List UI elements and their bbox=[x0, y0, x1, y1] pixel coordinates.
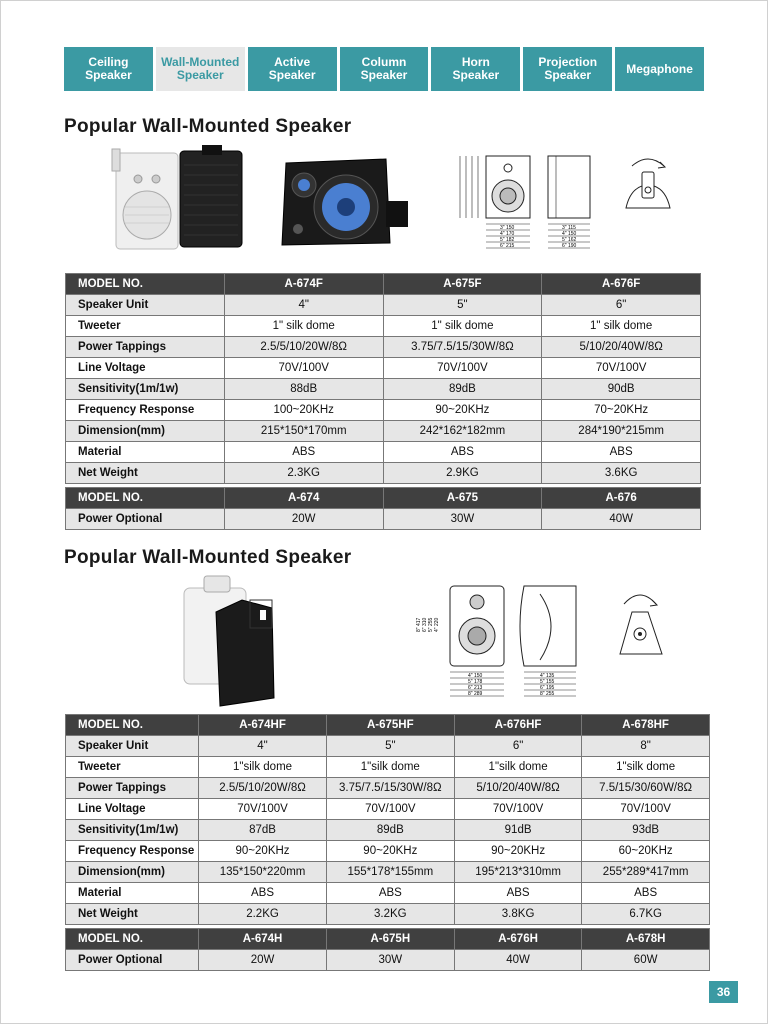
dim-label: 8" 255 bbox=[540, 691, 555, 697]
table-cell: A-676 bbox=[542, 488, 701, 509]
row-label: Power Tappings bbox=[66, 778, 199, 799]
table-cell: A-675H bbox=[326, 929, 454, 950]
table-cell: 70V/100V bbox=[582, 799, 710, 820]
row-label: Sensitivity(1m/1w) bbox=[66, 820, 199, 841]
dim-label: 5" 178 bbox=[468, 679, 483, 685]
table-cell: A-676F bbox=[542, 274, 701, 295]
table-cell: A-678HF bbox=[582, 715, 710, 736]
table-header-row bbox=[66, 715, 710, 736]
dimension-drawing-1 bbox=[452, 152, 597, 257]
table-cell: ABS bbox=[383, 442, 542, 463]
table-cell: ABS bbox=[199, 883, 326, 904]
table-cell: 90~20KHz bbox=[199, 841, 326, 862]
table-row bbox=[66, 820, 710, 841]
row-label: MODEL NO. bbox=[66, 929, 199, 950]
table-header-row bbox=[66, 929, 710, 950]
table-cell: 93dB bbox=[582, 820, 710, 841]
section-title: Popular Wall-Mounted Speaker bbox=[64, 116, 352, 137]
table-cell: 4" bbox=[199, 736, 326, 757]
table-cell: A-674F bbox=[224, 274, 383, 295]
table-cell: A-674 bbox=[224, 488, 383, 509]
table-cell: A-676HF bbox=[454, 715, 581, 736]
table-cell: 1" silk dome bbox=[383, 316, 542, 337]
row-label: Dimension(mm) bbox=[66, 421, 225, 442]
dim-label: 5" 255 bbox=[428, 617, 434, 632]
table-cell: 70V/100V bbox=[542, 358, 701, 379]
tab-projection-speaker[interactable]: Projection Speaker bbox=[523, 47, 612, 91]
table-cell: 70V/100V bbox=[454, 799, 581, 820]
table-cell: 40W bbox=[454, 950, 581, 971]
table-header-row bbox=[66, 488, 701, 509]
tab-active-speaker[interactable]: Active Speaker bbox=[248, 47, 337, 91]
table-cell: 30W bbox=[326, 950, 454, 971]
dim-label: 4" 220 bbox=[434, 617, 440, 632]
table-cell: 7.5/15/30/60W/8Ω bbox=[582, 778, 710, 799]
table-cell: ABS bbox=[542, 442, 701, 463]
table-cell: 1"silk dome bbox=[454, 757, 581, 778]
row-label: Net Weight bbox=[66, 904, 199, 925]
table-cell: 155*178*155mm bbox=[326, 862, 454, 883]
table-cell: 3.75/7.5/15/30W/8Ω bbox=[326, 778, 454, 799]
table-cell: 3.6KG bbox=[542, 463, 701, 484]
table-cell: 255*289*417mm bbox=[582, 862, 710, 883]
table-cell: 90dB bbox=[542, 379, 701, 400]
table-cell: 60~20KHz bbox=[582, 841, 710, 862]
table-cell: A-675F bbox=[383, 274, 542, 295]
table-cell: 2.5/5/10/20W/8Ω bbox=[224, 337, 383, 358]
table-cell: 20W bbox=[224, 509, 383, 530]
row-label: Power Tappings bbox=[66, 337, 225, 358]
table-cell: A-675 bbox=[383, 488, 542, 509]
row-label: Frequency Response bbox=[66, 400, 225, 421]
product-photo-a674f bbox=[110, 145, 255, 255]
table-cell: 6" bbox=[454, 736, 581, 757]
tab-megaphone[interactable]: Megaphone bbox=[615, 47, 704, 91]
tab-horn-speaker[interactable]: Horn Speaker bbox=[431, 47, 520, 91]
table-cell: 215*150*170mm bbox=[224, 421, 383, 442]
table-cell: 89dB bbox=[326, 820, 454, 841]
row-label: Power Optional bbox=[66, 950, 199, 971]
row-label: Sensitivity(1m/1w) bbox=[66, 379, 225, 400]
table-cell: ABS bbox=[582, 883, 710, 904]
row-label: MODEL NO. bbox=[66, 488, 225, 509]
table-cell: 88dB bbox=[224, 379, 383, 400]
table-cell: 2.5/5/10/20W/8Ω bbox=[199, 778, 326, 799]
dim-label: 6" 195 bbox=[540, 685, 555, 691]
table-row bbox=[66, 950, 710, 971]
row-label: MODEL NO. bbox=[66, 274, 225, 295]
bracket-rotation-drawing-1 bbox=[618, 150, 678, 220]
table-cell: 70V/100V bbox=[326, 799, 454, 820]
table-row bbox=[66, 400, 701, 421]
table-cell: 40W bbox=[542, 509, 701, 530]
table-row bbox=[66, 736, 710, 757]
table-cell: 135*150*220mm bbox=[199, 862, 326, 883]
dim-label: 6" 190 bbox=[562, 243, 577, 249]
table-cell: 89dB bbox=[383, 379, 542, 400]
dim-label: 5" 155 bbox=[540, 679, 555, 685]
table-cell: 2.2KG bbox=[199, 904, 326, 925]
table-row bbox=[66, 463, 701, 484]
table-row bbox=[66, 862, 710, 883]
category-tabs bbox=[64, 47, 704, 91]
section-title: Popular Wall-Mounted Speaker bbox=[64, 547, 352, 568]
table-row bbox=[66, 358, 701, 379]
table-cell: 2.3KG bbox=[224, 463, 383, 484]
table-cell: 90~20KHz bbox=[383, 400, 542, 421]
table-cell: 5/10/20/40W/8Ω bbox=[454, 778, 581, 799]
dim-label: 4" 135 bbox=[540, 673, 555, 679]
bracket-rotation-drawing-2 bbox=[612, 582, 672, 662]
product-photo-a67xhf bbox=[180, 574, 285, 709]
table-cell: 5/10/20/40W/8Ω bbox=[542, 337, 701, 358]
table-cell: 2.9KG bbox=[383, 463, 542, 484]
row-label: Tweeter bbox=[66, 757, 199, 778]
row-label: Speaker Unit bbox=[66, 295, 225, 316]
dim-label: 3" 115 bbox=[562, 225, 576, 231]
table-cell: 70V/100V bbox=[224, 358, 383, 379]
dim-label: 4" 150 bbox=[562, 231, 577, 237]
row-label: Line Voltage bbox=[66, 799, 199, 820]
spec-table-2 bbox=[65, 714, 710, 971]
product-photo-open-speaker bbox=[278, 155, 413, 250]
table-header-row bbox=[66, 274, 701, 295]
table-cell: 8" bbox=[582, 736, 710, 757]
table-row bbox=[66, 295, 701, 316]
table-cell: 3.2KG bbox=[326, 904, 454, 925]
row-label: Line Voltage bbox=[66, 358, 225, 379]
table-row bbox=[66, 379, 701, 400]
table-cell: ABS bbox=[326, 883, 454, 904]
tab-ceiling-speaker[interactable]: Ceiling Speaker bbox=[64, 47, 153, 91]
dim-label: 8" 289 bbox=[468, 691, 483, 697]
table-row bbox=[66, 421, 701, 442]
row-label: Power Optional bbox=[66, 509, 225, 530]
table-cell: 1"silk dome bbox=[582, 757, 710, 778]
table-cell: 1" silk dome bbox=[542, 316, 701, 337]
dim-label: 4" 150 bbox=[468, 673, 483, 679]
table-row bbox=[66, 841, 710, 862]
table-cell: 91dB bbox=[454, 820, 581, 841]
table-cell: 195*213*310mm bbox=[454, 862, 581, 883]
table-cell: 242*162*182mm bbox=[383, 421, 542, 442]
page-number: 36 bbox=[709, 981, 738, 1003]
table-cell: 20W bbox=[199, 950, 326, 971]
table-cell: 3.75/7.5/15/30W/8Ω bbox=[383, 337, 542, 358]
table-row bbox=[66, 799, 710, 820]
table-cell: 87dB bbox=[199, 820, 326, 841]
row-label: MODEL NO. bbox=[66, 715, 199, 736]
table-cell: 90~20KHz bbox=[454, 841, 581, 862]
table-cell: 100~20KHz bbox=[224, 400, 383, 421]
table-row bbox=[66, 316, 701, 337]
table-cell: 5" bbox=[326, 736, 454, 757]
row-label: Material bbox=[66, 442, 225, 463]
table-cell: 60W bbox=[582, 950, 710, 971]
table-row bbox=[66, 778, 710, 799]
table-cell: 90~20KHz bbox=[326, 841, 454, 862]
table-row bbox=[66, 337, 701, 358]
table-row bbox=[66, 442, 701, 463]
table-cell: A-674H bbox=[199, 929, 326, 950]
dim-label: 5" 162 bbox=[562, 237, 577, 243]
table-cell: 6" bbox=[542, 295, 701, 316]
row-label: Dimension(mm) bbox=[66, 862, 199, 883]
table-cell: A-674HF bbox=[199, 715, 326, 736]
row-label: Tweeter bbox=[66, 316, 225, 337]
row-label: Material bbox=[66, 883, 199, 904]
table-cell: 3.8KG bbox=[454, 904, 581, 925]
table-cell: 5" bbox=[383, 295, 542, 316]
table-cell: A-676H bbox=[454, 929, 581, 950]
table-cell: 284*190*215mm bbox=[542, 421, 701, 442]
table-cell: 1" silk dome bbox=[224, 316, 383, 337]
row-label: Frequency Response bbox=[66, 841, 199, 862]
table-cell: A-678H bbox=[582, 929, 710, 950]
table-row bbox=[66, 883, 710, 904]
table-cell: 4" bbox=[224, 295, 383, 316]
table-cell: 30W bbox=[383, 509, 542, 530]
dim-label: 8" 417 bbox=[416, 617, 422, 632]
table-cell: ABS bbox=[454, 883, 581, 904]
dimension-drawing-2 bbox=[412, 580, 582, 700]
table-row bbox=[66, 509, 701, 530]
dim-label: 6" 310 bbox=[422, 617, 428, 632]
dim-label: 3" 150 bbox=[500, 225, 515, 231]
table-cell: 1"silk dome bbox=[326, 757, 454, 778]
dim-label: 6" 215 bbox=[500, 243, 515, 249]
table-cell: A-675HF bbox=[326, 715, 454, 736]
dim-label: 4" 170 bbox=[500, 231, 515, 237]
table-cell: 70V/100V bbox=[383, 358, 542, 379]
dim-label: 6" 213 bbox=[468, 685, 483, 691]
tab-wall-mounted-speaker[interactable]: Wall-Mounted Speaker bbox=[156, 47, 245, 91]
table-cell: 6.7KG bbox=[582, 904, 710, 925]
row-label: Net Weight bbox=[66, 463, 225, 484]
spec-table-1 bbox=[65, 273, 701, 530]
table-row bbox=[66, 904, 710, 925]
row-label: Speaker Unit bbox=[66, 736, 199, 757]
tab-column-speaker[interactable]: Column Speaker bbox=[340, 47, 429, 91]
table-cell: 70~20KHz bbox=[542, 400, 701, 421]
table-cell: 70V/100V bbox=[199, 799, 326, 820]
dim-label: 5" 182 bbox=[500, 237, 515, 243]
table-cell: 1"silk dome bbox=[199, 757, 326, 778]
table-row bbox=[66, 757, 710, 778]
table-cell: ABS bbox=[224, 442, 383, 463]
